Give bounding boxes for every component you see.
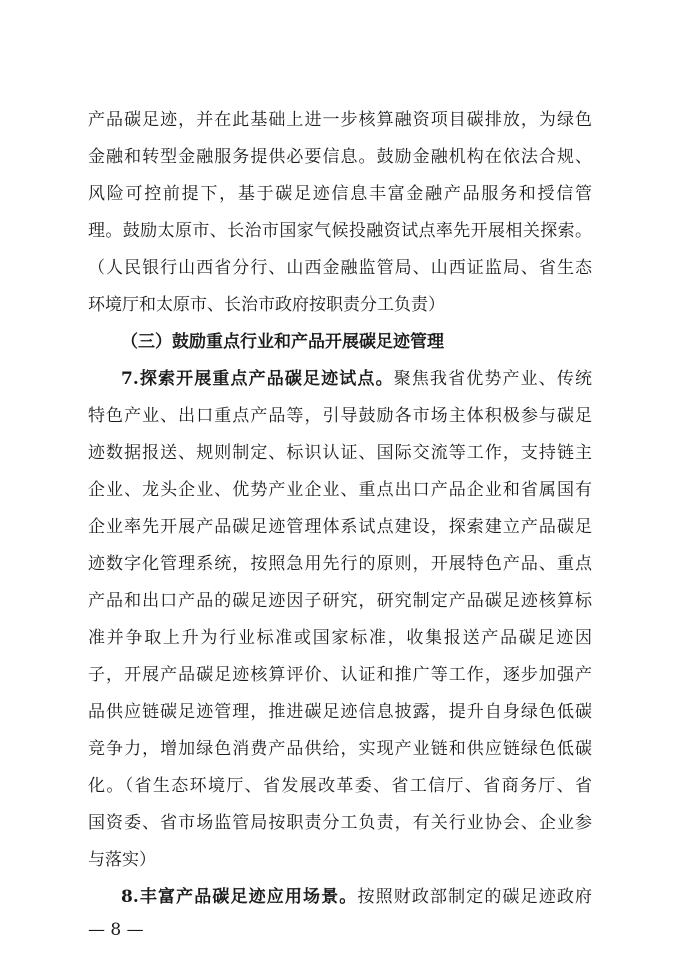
item-8-title: 8.丰富产品碳足迹应用场景。: [121, 887, 358, 907]
body-line: （人民银行山西省分行、山西金融监管局、山西证监局、省生态: [88, 258, 592, 278]
section-heading: （三）鼓励重点行业和产品开展碳足迹管理: [121, 332, 444, 352]
item-8-first-line-text: 按照财政部制定的碳足迹政府: [357, 887, 592, 907]
body-line: 国资委、省市场监管局按职责分工负责，有关行业协会、企业参: [88, 813, 592, 833]
body-line: 金融和转型金融服务提供必要信息。鼓励金融机构在依法合规、: [88, 147, 592, 167]
body-line: 品供应链碳足迹管理，推进碳足迹信息披露，提升自身绿色低碳: [88, 702, 592, 722]
body-line: 环境厅和太原市、长治市政府按职责分工负责）: [88, 295, 445, 315]
body-line: 企业率先开展产品碳足迹管理体系试点建设，探索建立产品碳足: [88, 517, 592, 537]
body-line: 化。（省生态环境厅、省发展改革委、省工信厅、省商务厅、省: [88, 776, 592, 796]
body-line: 竞争力，增加绿色消费产品供给，实现产业链和供应链绿色低碳: [88, 739, 592, 759]
body-line: 产品和出口产品的碳足迹因子研究，研究制定产品碳足迹核算标: [88, 591, 592, 611]
body-line: 子，开展产品碳足迹核算评价、认证和推广等工作，逐步加强产: [88, 665, 592, 685]
body-line: 迹数据报送、规则制定、标识认证、国际交流等工作，支持链主: [88, 443, 592, 463]
body-line: 迹数字化管理系统，按照急用先行的原则，开展特色产品、重点: [88, 554, 592, 574]
item-7-title: 7.探索开展重点产品碳足迹试点。: [121, 369, 394, 389]
item-7-first-line: [121, 367, 592, 391]
body-line: 理。鼓励太原市、长治市国家气候投融资试点率先开展相关探索。: [88, 221, 592, 241]
body-line: 企业、龙头企业、优势产业企业、重点出口产品企业和省属国有: [88, 480, 592, 500]
body-line: 特色产业、出口重点产品等，引导鼓励各市场主体积极参与碳足: [88, 406, 592, 426]
body-line: 准并争取上升为行业标准或国家标准，收集报送产品碳足迹因: [88, 628, 592, 648]
page-number: — 8 —: [88, 920, 144, 940]
body-line: 与落实）: [88, 850, 156, 870]
body-line: 产品碳足迹，并在此基础上进一步核算融资项目碳排放，为绿色: [88, 110, 592, 130]
item-7-first-line-text: 聚焦我省优势产业、传统: [393, 369, 592, 389]
item-8-first-line: [121, 885, 592, 909]
body-line: 风险可控前提下，基于碳足迹信息丰富金融产品服务和授信管: [88, 184, 592, 204]
